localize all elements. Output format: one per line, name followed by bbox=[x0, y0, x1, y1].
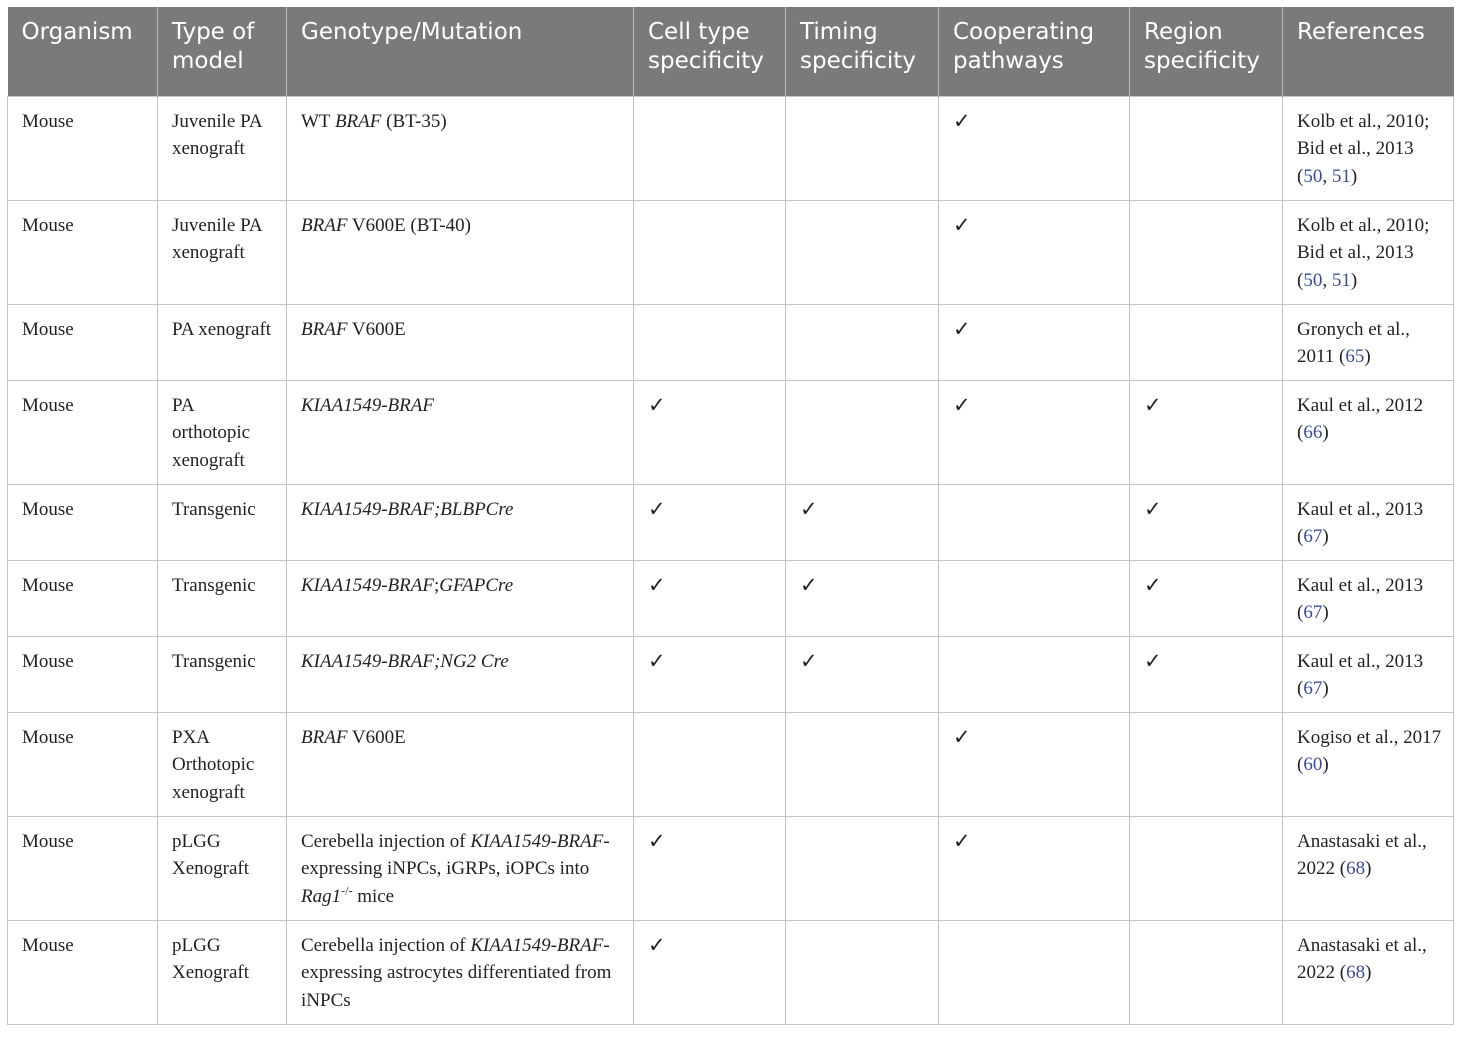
model-type-cell: Transgenic bbox=[158, 636, 287, 712]
check-icon: ✓ bbox=[1144, 392, 1162, 417]
region-check bbox=[1130, 816, 1283, 920]
cooperating-check bbox=[939, 816, 1130, 920]
timing-check bbox=[786, 636, 939, 712]
check-icon: ✓ bbox=[648, 932, 666, 957]
organism-cell: Mouse bbox=[8, 712, 158, 816]
organism-cell: Mouse bbox=[8, 484, 158, 560]
genotype-cell: BRAF V600E bbox=[287, 712, 634, 816]
cell-type-check bbox=[634, 816, 786, 920]
table-row bbox=[8, 920, 1454, 1024]
model-type-cell: PA xenograft bbox=[158, 304, 287, 380]
check-icon: ✓ bbox=[648, 648, 666, 673]
reference-link[interactable]: 50 bbox=[1303, 165, 1323, 187]
reference-cell: Kogiso et al., 2017 (60) bbox=[1283, 712, 1454, 816]
genotype-cell: KIAA1549-BRAF;GFAPCre bbox=[287, 560, 634, 636]
table-row bbox=[8, 380, 1454, 484]
genotype-cell: Cerebella injection of KIAA1549-BRAF-expressing iNPCs, iGRPs, iOPCs into Rag1-/- mice bbox=[287, 816, 634, 920]
cooperating-check bbox=[939, 200, 1130, 304]
timing-check bbox=[786, 96, 939, 200]
check-icon: ✓ bbox=[953, 724, 971, 749]
cell-type-check bbox=[634, 712, 786, 816]
table-row bbox=[8, 816, 1454, 920]
header-organism: Organism bbox=[8, 7, 158, 96]
genotype-cell: Cerebella injection of KIAA1549-BRAF-expressing astrocytes differentiated from iNPCs bbox=[287, 920, 634, 1024]
region-check bbox=[1130, 304, 1283, 380]
genotype-cell: KIAA1549-BRAF;NG2 Cre bbox=[287, 636, 634, 712]
cooperating-check bbox=[939, 636, 1130, 712]
timing-check bbox=[786, 380, 939, 484]
model-type-cell: Transgenic bbox=[158, 484, 287, 560]
reference-link[interactable]: 51 bbox=[1331, 165, 1351, 187]
reference-link[interactable]: 66 bbox=[1303, 422, 1323, 444]
check-icon: ✓ bbox=[1144, 572, 1162, 597]
reference-link[interactable]: 50 bbox=[1303, 269, 1323, 291]
check-icon: ✓ bbox=[1144, 496, 1162, 521]
reference-cell: Kolb et al., 2010; Bid et al., 2013 (50, 51) bbox=[1283, 96, 1454, 200]
cell-type-check bbox=[634, 304, 786, 380]
cell-type-check bbox=[634, 920, 786, 1024]
check-icon: ✓ bbox=[800, 572, 818, 597]
region-check bbox=[1130, 712, 1283, 816]
region-check bbox=[1130, 484, 1283, 560]
model-type-cell: pLGG Xenograft bbox=[158, 920, 287, 1024]
genotype-cell: KIAA1549-BRAF;BLBPCre bbox=[287, 484, 634, 560]
timing-check bbox=[786, 712, 939, 816]
cooperating-check bbox=[939, 712, 1130, 816]
timing-check bbox=[786, 560, 939, 636]
reference-link[interactable]: 65 bbox=[1345, 346, 1365, 368]
cooperating-check bbox=[939, 380, 1130, 484]
cell-type-check bbox=[634, 484, 786, 560]
timing-check bbox=[786, 816, 939, 920]
check-icon: ✓ bbox=[800, 496, 818, 521]
table-row bbox=[8, 200, 1454, 304]
table-row bbox=[8, 560, 1454, 636]
model-type-cell: Transgenic bbox=[158, 560, 287, 636]
cell-type-check bbox=[634, 560, 786, 636]
timing-check bbox=[786, 920, 939, 1024]
organism-cell: Mouse bbox=[8, 200, 158, 304]
region-check bbox=[1130, 200, 1283, 304]
model-type-cell: PA orthotopic xenograft bbox=[158, 380, 287, 484]
table-row bbox=[8, 304, 1454, 380]
organism-cell: Mouse bbox=[8, 920, 158, 1024]
model-type-cell: Juvenile PA xenograft bbox=[158, 96, 287, 200]
check-icon: ✓ bbox=[800, 648, 818, 673]
model-type-cell: pLGG Xenograft bbox=[158, 816, 287, 920]
check-icon: ✓ bbox=[953, 828, 971, 853]
check-icon: ✓ bbox=[648, 828, 666, 853]
check-icon: ✓ bbox=[1144, 648, 1162, 673]
region-check bbox=[1130, 560, 1283, 636]
table-row bbox=[8, 96, 1454, 200]
header-timing-specificity: Timing specificity bbox=[786, 7, 939, 96]
reference-link[interactable]: 68 bbox=[1346, 858, 1366, 880]
timing-check bbox=[786, 484, 939, 560]
cell-type-check bbox=[634, 200, 786, 304]
check-icon: ✓ bbox=[648, 392, 666, 417]
organism-cell: Mouse bbox=[8, 816, 158, 920]
header-region-specificity: Region specificity bbox=[1130, 7, 1283, 96]
organism-cell: Mouse bbox=[8, 636, 158, 712]
genotype-cell: BRAF V600E (BT-40) bbox=[287, 200, 634, 304]
genotype-cell: BRAF V600E bbox=[287, 304, 634, 380]
header-genotype-mutation: Genotype/Mutation bbox=[287, 7, 634, 96]
reference-link[interactable]: 60 bbox=[1303, 754, 1323, 776]
cell-type-check bbox=[634, 636, 786, 712]
timing-check bbox=[786, 200, 939, 304]
region-check bbox=[1130, 96, 1283, 200]
organism-cell: Mouse bbox=[8, 380, 158, 484]
header-row bbox=[8, 7, 1454, 96]
genotype-cell: KIAA1549-BRAF bbox=[287, 380, 634, 484]
cooperating-check bbox=[939, 484, 1130, 560]
reference-cell: Kolb et al., 2010; Bid et al., 2013 (50, 51) bbox=[1283, 200, 1454, 304]
check-icon: ✓ bbox=[953, 392, 971, 417]
reference-cell: Kaul et al., 2012 (66) bbox=[1283, 380, 1454, 484]
table-row bbox=[8, 636, 1454, 712]
cooperating-check bbox=[939, 560, 1130, 636]
reference-link[interactable]: 67 bbox=[1303, 602, 1323, 624]
timing-check bbox=[786, 304, 939, 380]
cooperating-check bbox=[939, 304, 1130, 380]
reference-cell: Kaul et al., 2013 (67) bbox=[1283, 560, 1454, 636]
cooperating-check bbox=[939, 920, 1130, 1024]
cooperating-check bbox=[939, 96, 1130, 200]
model-type-cell: Juvenile PA xenograft bbox=[158, 200, 287, 304]
organism-cell: Mouse bbox=[8, 304, 158, 380]
table-row bbox=[8, 484, 1454, 560]
reference-cell: Anastasaki et al., 2022 (68) bbox=[1283, 920, 1454, 1024]
reference-link[interactable]: 51 bbox=[1331, 269, 1351, 291]
region-check bbox=[1130, 920, 1283, 1024]
check-icon: ✓ bbox=[953, 212, 971, 237]
organism-cell: Mouse bbox=[8, 560, 158, 636]
header-cell-type-specificity: Cell type specificity bbox=[634, 7, 786, 96]
check-icon: ✓ bbox=[953, 316, 971, 341]
check-icon: ✓ bbox=[648, 572, 666, 597]
header-type-of-model: Type of model bbox=[158, 7, 287, 96]
reference-link[interactable]: 68 bbox=[1346, 962, 1366, 984]
reference-cell: Kaul et al., 2013 (67) bbox=[1283, 484, 1454, 560]
reference-cell: Gronych et al., 2011 (65) bbox=[1283, 304, 1454, 380]
reference-link[interactable]: 67 bbox=[1303, 678, 1323, 700]
reference-link[interactable]: 67 bbox=[1303, 526, 1323, 548]
genotype-cell: WT BRAF (BT-35) bbox=[287, 96, 634, 200]
check-icon: ✓ bbox=[953, 108, 971, 133]
check-icon: ✓ bbox=[648, 496, 666, 521]
model-type-cell: PXA Orthotopic xenograft bbox=[158, 712, 287, 816]
region-check bbox=[1130, 636, 1283, 712]
table-row bbox=[8, 712, 1454, 816]
header-references: References bbox=[1283, 7, 1454, 96]
reference-cell: Anastasaki et al., 2022 (68) bbox=[1283, 816, 1454, 920]
header-cooperating-pathways: Cooperating pathways bbox=[939, 7, 1130, 96]
cell-type-check bbox=[634, 380, 786, 484]
reference-cell: Kaul et al., 2013 (67) bbox=[1283, 636, 1454, 712]
cell-type-check bbox=[634, 96, 786, 200]
organism-cell: Mouse bbox=[8, 96, 158, 200]
region-check bbox=[1130, 380, 1283, 484]
mouse-models-table bbox=[7, 7, 1454, 1025]
